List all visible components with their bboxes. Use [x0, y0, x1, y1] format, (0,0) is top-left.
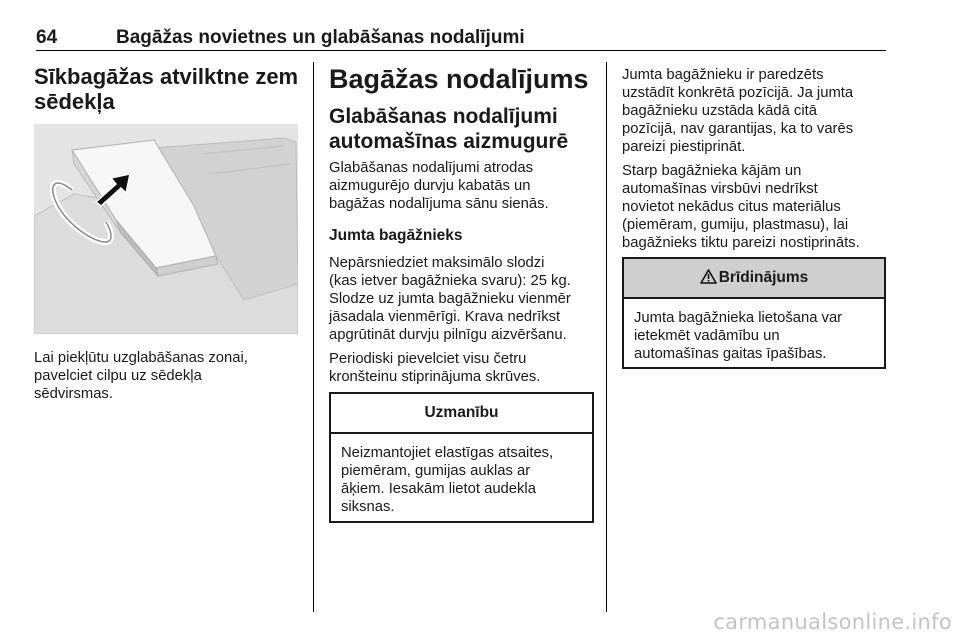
column-divider-left — [313, 62, 314, 612]
text-line: Slodze uz jumta bagāžnieku vienmēr — [329, 291, 571, 307]
text-line: ietekmēt vadāmību un — [634, 328, 780, 344]
warning-text — [624, 299, 884, 373]
warning-triangle-icon — [700, 269, 717, 284]
middle-column — [329, 64, 599, 386]
page-number: 64 — [36, 27, 58, 48]
seat-drawer-illustration — [34, 124, 298, 334]
text-line: pareizi piestiprināt. — [622, 139, 746, 155]
text-line: automašīnas gaitas īpašības. — [634, 346, 827, 362]
page-title: Bagāžas novietnes un glabāšanas nodalījumi — [116, 27, 525, 48]
heading-line: Glabāšanas nodalījumi — [329, 105, 558, 128]
text-line: kronšteinu stiprinājuma skrūves. — [329, 369, 541, 385]
text-line: Jumta bagāžnieka lietošana var — [634, 310, 843, 326]
roof-rack-load-text — [329, 254, 599, 344]
text-line: piemēram, gumijas auklas ar — [341, 463, 531, 479]
text-line: novietot nekādus citus materiālus — [622, 199, 841, 215]
watermark: carmanualsonline.info — [713, 610, 952, 634]
text-line: jāsadala vienmērīgi. Krava nedrīkst — [329, 309, 561, 325]
warning-title: Brīdinājums — [718, 269, 809, 286]
text-line: bagāžas nodalījuma sānu sienās. — [329, 196, 549, 212]
text-line: pavelciet cilpu uz sēdekļa — [34, 368, 202, 384]
warning-header — [624, 259, 884, 299]
text-line: pozīcijā, nav garantijas, ka to varēs — [622, 121, 854, 137]
section-heading-luggage: Bagāžas nodalījums — [329, 64, 589, 94]
text-line: (kas ietver bagāžnieka svaru): 25 kg. — [329, 273, 571, 289]
roof-rack-materials-text — [622, 162, 890, 252]
warning-box — [622, 257, 886, 369]
text-line: Periodiski pievelciet visu četru — [329, 351, 527, 367]
text-line: automašīnas virsbūvi nedrīkst — [622, 181, 818, 197]
text-line: Nepārsniedziet maksimālo slodzi — [329, 255, 545, 271]
subheading-roof-rack: Jumta bagāžnieks — [329, 227, 463, 244]
text-line: siksnas. — [341, 499, 395, 515]
text-line: Starp bagāžnieka kājām un — [622, 163, 802, 179]
caution-text — [331, 434, 592, 526]
roof-rack-position-text — [622, 66, 890, 156]
heading-line: sēdekļa — [34, 89, 115, 114]
text-line: bagāžnieks tiktu pareizi nostiprināts. — [622, 235, 860, 251]
text-line: apgrūtināt durvju pilnīgu aizvēršanu. — [329, 327, 567, 343]
column-divider-right — [606, 62, 607, 612]
heading-line: automašīnas aizmugurē — [329, 130, 569, 153]
left-column — [34, 64, 304, 114]
left-body — [34, 349, 304, 403]
right-column — [622, 66, 890, 252]
text-line: (piemēram, gumiju, plastmasu), lai — [622, 217, 849, 233]
text-line: Jumta bagāžnieku ir paredzēts — [622, 67, 824, 83]
subheading-rear-storage — [329, 104, 599, 154]
text-line: bagāžnieku uzstāda kādā citā — [622, 103, 817, 119]
text-line: uzstādīt konkrētā pozīcijā. Ja jumta — [622, 85, 854, 101]
caution-box — [329, 392, 594, 523]
section-heading-seat-drawer — [34, 64, 304, 114]
roof-rack-bolts-text — [329, 350, 599, 386]
rear-storage-text — [329, 159, 599, 213]
text-line: Neizmantojiet elastīgas atsaites, — [341, 445, 554, 461]
text-line: aizmugurējo durvju kabatās un — [329, 178, 531, 194]
text-line: Lai piekļūtu uzglabāšanas zonai, — [34, 350, 248, 366]
text-line: sēdvirsmas. — [34, 386, 113, 402]
text-line: Glabāšanas nodalījumi atrodas — [329, 160, 533, 176]
heading-line: Sīkbagāžas atvilktne zem — [34, 64, 299, 89]
page-header — [36, 28, 886, 51]
caution-title: Uzmanību — [331, 394, 592, 434]
text-line: āķiem. Iesakām lietot audekla — [341, 481, 536, 497]
seat-drawer-text — [34, 349, 304, 403]
